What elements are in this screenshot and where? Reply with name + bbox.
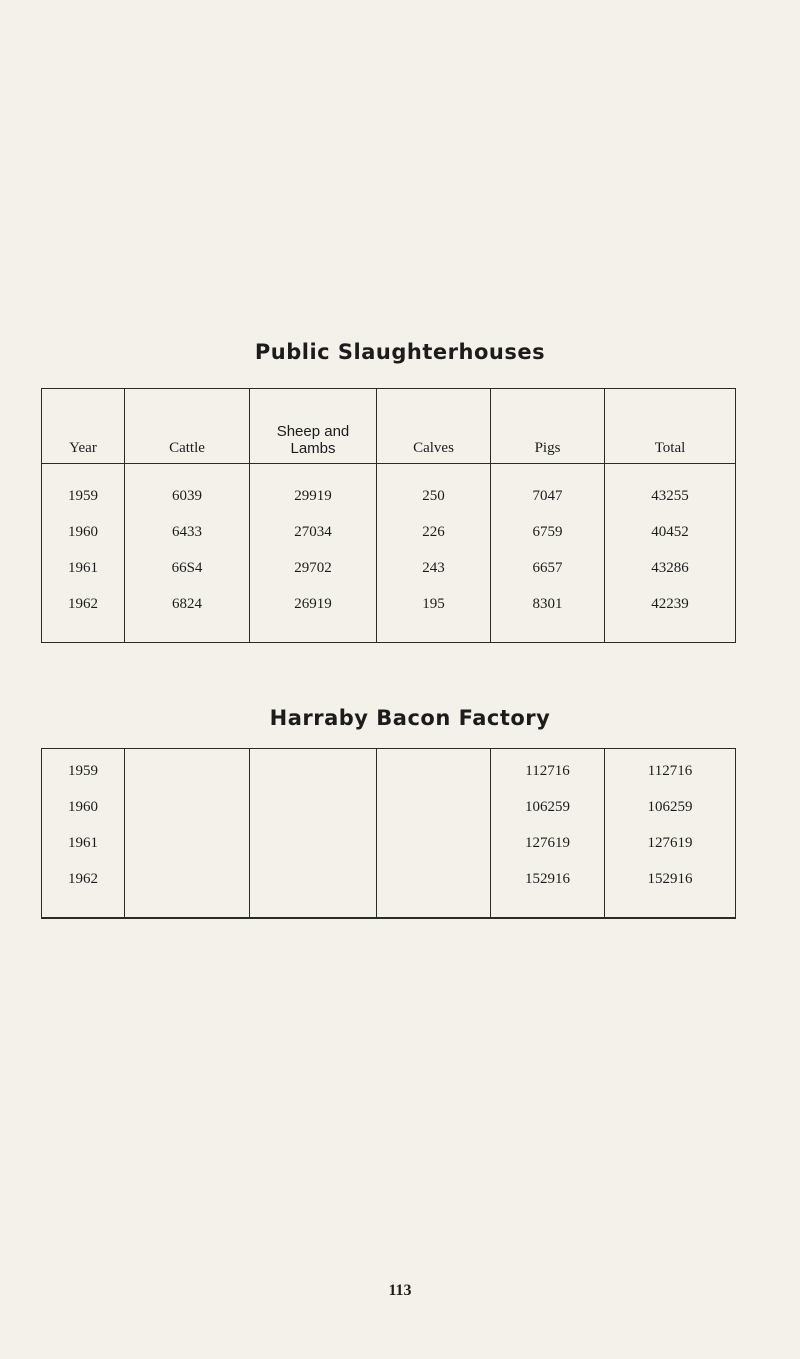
cell-pigs: 127619 xyxy=(491,825,605,861)
cell-total: 43255 xyxy=(605,464,736,515)
cell-year: 1959 xyxy=(42,464,125,515)
cell-total: 152916 xyxy=(605,861,736,918)
cell-year: 1962 xyxy=(42,861,125,918)
cell-cattle xyxy=(125,749,250,790)
cell-total: 43286 xyxy=(605,550,736,586)
cell-total: 42239 xyxy=(605,586,736,643)
cell-sheep xyxy=(250,749,377,790)
table-row xyxy=(42,464,736,515)
table-row xyxy=(42,861,736,918)
cell-total: 112716 xyxy=(605,749,736,790)
cell-calves xyxy=(377,861,491,918)
cell-year: 1961 xyxy=(42,550,125,586)
table-row xyxy=(42,825,736,861)
header-calves: Calves xyxy=(377,389,491,464)
section-title-harraby-bacon-factory: Harraby Bacon Factory xyxy=(269,706,551,730)
cell-total: 127619 xyxy=(605,825,736,861)
table-row xyxy=(42,789,736,825)
cell-sheep xyxy=(250,861,377,918)
cell-year: 1959 xyxy=(42,749,125,790)
header-cattle: Cattle xyxy=(125,389,250,464)
cell-calves: 195 xyxy=(377,586,491,643)
table-row xyxy=(42,749,736,790)
cell-cattle: 66S4 xyxy=(125,550,250,586)
cell-cattle xyxy=(125,825,250,861)
header-sheep-and-lambs-label: Sheep and Lambs xyxy=(276,423,350,457)
cell-year: 1960 xyxy=(42,514,125,550)
cell-sheep: 29919 xyxy=(250,464,377,515)
cell-year: 1961 xyxy=(42,825,125,861)
cell-calves xyxy=(377,789,491,825)
cell-calves xyxy=(377,749,491,790)
cell-cattle xyxy=(125,861,250,918)
cell-calves: 226 xyxy=(377,514,491,550)
page-number: 113 xyxy=(388,1282,412,1299)
table-row xyxy=(42,550,736,586)
cell-calves: 243 xyxy=(377,550,491,586)
cell-year: 1960 xyxy=(42,789,125,825)
cell-sheep: 27034 xyxy=(250,514,377,550)
cell-pigs: 112716 xyxy=(491,749,605,790)
header-pigs: Pigs xyxy=(491,389,605,464)
cell-pigs: 6657 xyxy=(491,550,605,586)
harraby-bacon-factory-table xyxy=(41,748,736,919)
cell-cattle: 6824 xyxy=(125,586,250,643)
header-sheep-and-lambs xyxy=(250,389,377,464)
cell-sheep: 29702 xyxy=(250,550,377,586)
cell-cattle: 6039 xyxy=(125,464,250,515)
cell-pigs: 152916 xyxy=(491,861,605,918)
cell-calves xyxy=(377,825,491,861)
header-total: Total xyxy=(605,389,736,464)
table-row xyxy=(42,514,736,550)
cell-cattle: 6433 xyxy=(125,514,250,550)
header-year: Year xyxy=(42,389,125,464)
table-row xyxy=(42,586,736,643)
cell-cattle xyxy=(125,789,250,825)
cell-sheep xyxy=(250,789,377,825)
cell-total: 40452 xyxy=(605,514,736,550)
public-slaughterhouses-table xyxy=(41,388,736,643)
cell-total: 106259 xyxy=(605,789,736,825)
cell-sheep: 26919 xyxy=(250,586,377,643)
cell-pigs: 6759 xyxy=(491,514,605,550)
cell-sheep xyxy=(250,825,377,861)
cell-calves: 250 xyxy=(377,464,491,515)
cell-pigs: 8301 xyxy=(491,586,605,643)
table-header-row xyxy=(42,389,736,464)
cell-year: 1962 xyxy=(42,586,125,643)
cell-pigs: 7047 xyxy=(491,464,605,515)
section-title-public-slaughterhouses: Public Slaughterhouses xyxy=(254,340,546,364)
cell-pigs: 106259 xyxy=(491,789,605,825)
